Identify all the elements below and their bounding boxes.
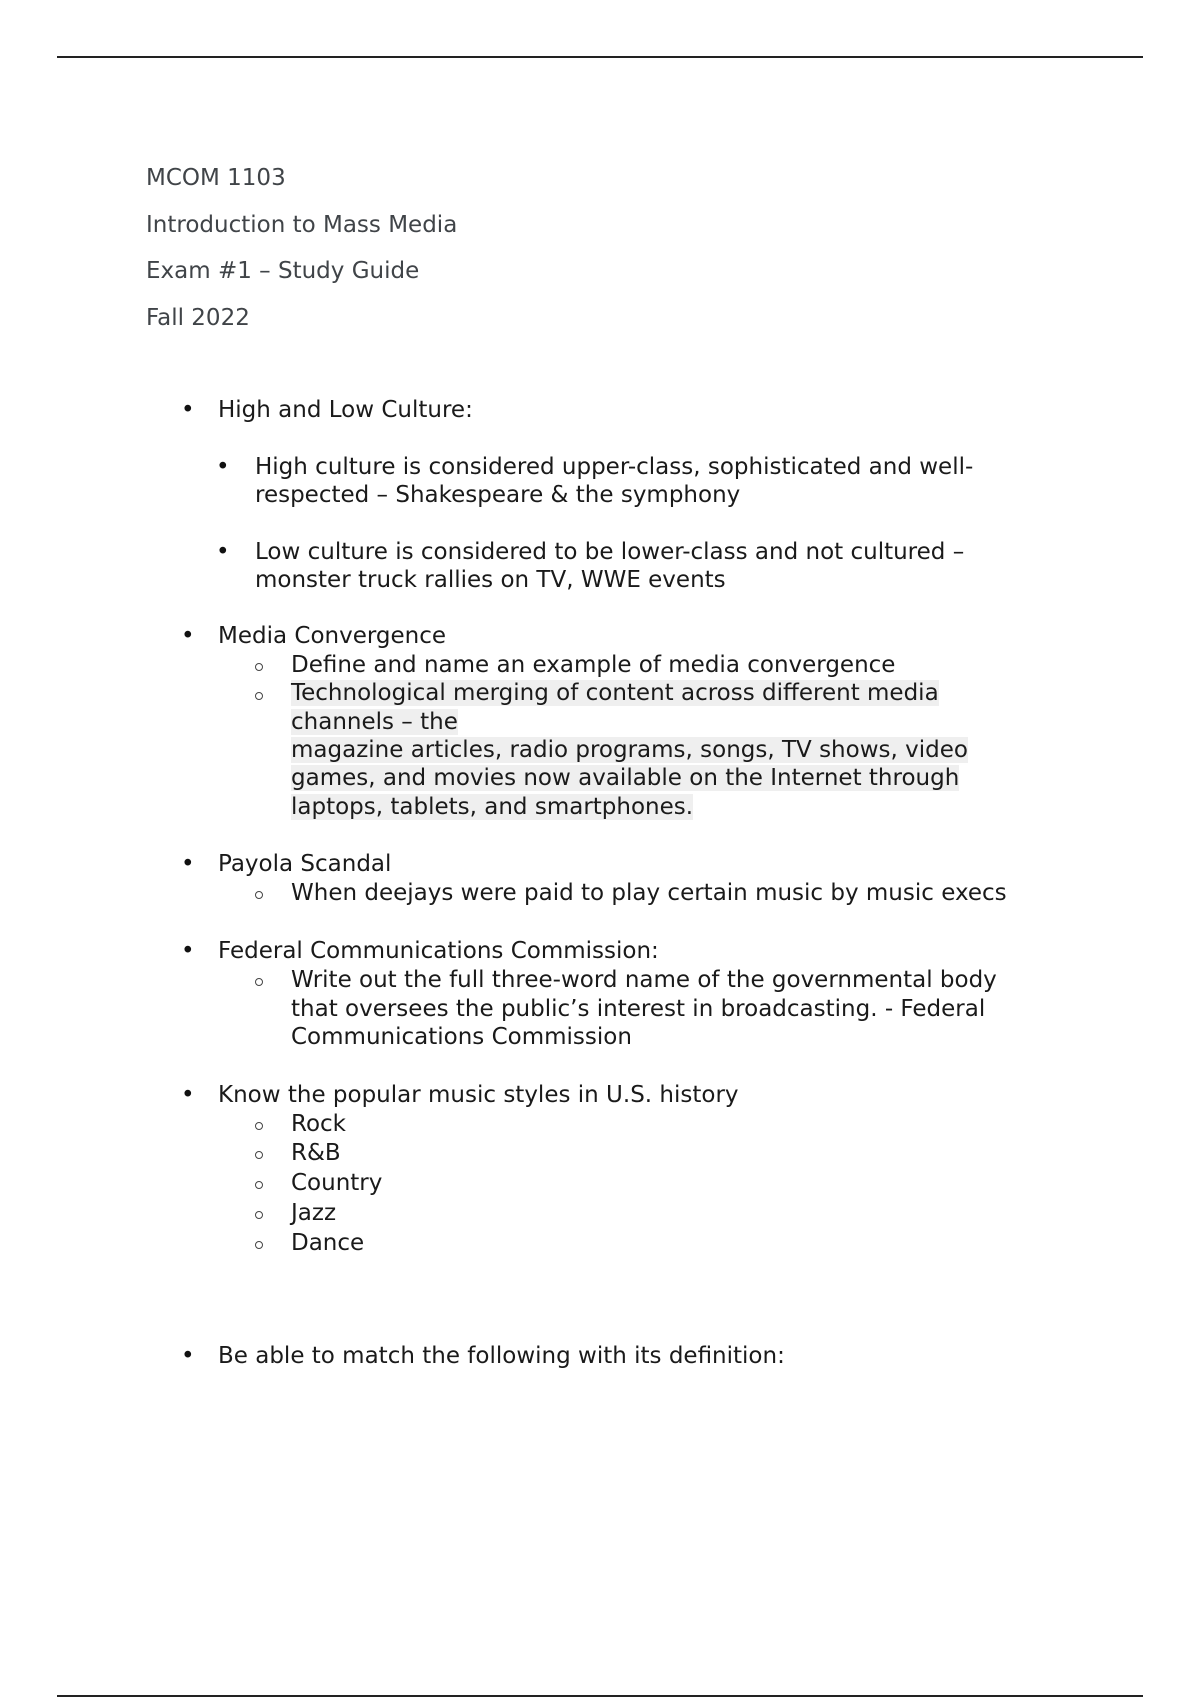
- music-style-item: Rock: [291, 1111, 346, 1137]
- payola-item: When deejays were paid to play certain music by music execs: [291, 880, 1007, 906]
- course-title: Introduction to Mass Media: [146, 212, 458, 238]
- circle-bullet-icon: [255, 663, 263, 671]
- circle-bullet-icon: [255, 1122, 263, 1130]
- music-style-item: Jazz: [291, 1200, 337, 1226]
- fcc-line-1: Write out the full three-word name of the governmental body: [291, 967, 997, 993]
- circle-bullet-icon: [255, 1151, 263, 1159]
- convergence-question: Define and name an example of media convergence: [291, 652, 896, 678]
- circle-bullet-icon: [255, 692, 263, 700]
- bullet: •: [181, 1082, 195, 1108]
- bullet: •: [181, 1343, 195, 1369]
- high-culture-line-1: High culture is considered upper-class, sophisticated and well-: [255, 454, 974, 480]
- convergence-answer-line-5: laptops, tablets, and smartphones.: [291, 794, 694, 820]
- fcc-heading: Federal Communications Commission:: [218, 938, 659, 964]
- circle-bullet-icon: [255, 1181, 263, 1189]
- exam-title: Exam #1 – Study Guide: [146, 258, 420, 284]
- top-rule: [57, 56, 1143, 58]
- convergence-answer-line-2: channels – the: [291, 709, 458, 735]
- circle-bullet-icon: [255, 891, 263, 899]
- music-style-item: Country: [291, 1170, 383, 1196]
- bullet: •: [181, 851, 195, 877]
- convergence-answer-line-3: magazine articles, radio programs, songs, TV shows, video: [291, 737, 968, 763]
- convergence-answer-line-1: Technological merging of content across different media: [291, 680, 939, 706]
- fcc-line-3: Communications Commission: [291, 1024, 632, 1050]
- payola-heading: Payola Scandal: [218, 851, 392, 877]
- bullet: •: [216, 539, 230, 565]
- music-style-item: R&B: [291, 1140, 341, 1166]
- bullet: •: [181, 623, 195, 649]
- circle-bullet-icon: [255, 1211, 263, 1219]
- culture-heading: High and Low Culture:: [218, 397, 473, 423]
- bottom-rule: [57, 1695, 1143, 1697]
- course-code: MCOM 1103: [146, 165, 286, 191]
- bullet: •: [181, 397, 195, 423]
- convergence-answer-line-4: games, and movies now available on the Internet through: [291, 765, 960, 791]
- music-style-item: Dance: [291, 1230, 365, 1256]
- bullet: •: [181, 938, 195, 964]
- high-culture-line-2: respected – Shakespeare & the symphony: [255, 482, 741, 508]
- low-culture-line-1: Low culture is considered to be lower-class and not cultured –: [255, 539, 965, 565]
- bullet: •: [216, 454, 230, 480]
- fcc-line-2: that oversees the public’s interest in broadcasting. - Federal: [291, 996, 986, 1022]
- circle-bullet-icon: [255, 1241, 263, 1249]
- music-heading: Know the popular music styles in U.S. history: [218, 1082, 739, 1108]
- low-culture-line-2: monster truck rallies on TV, WWE events: [255, 567, 726, 593]
- convergence-heading: Media Convergence: [218, 623, 447, 649]
- term: Fall 2022: [146, 305, 250, 331]
- circle-bullet-icon: [255, 978, 263, 986]
- match-heading: Be able to match the following with its definition:: [218, 1343, 785, 1369]
